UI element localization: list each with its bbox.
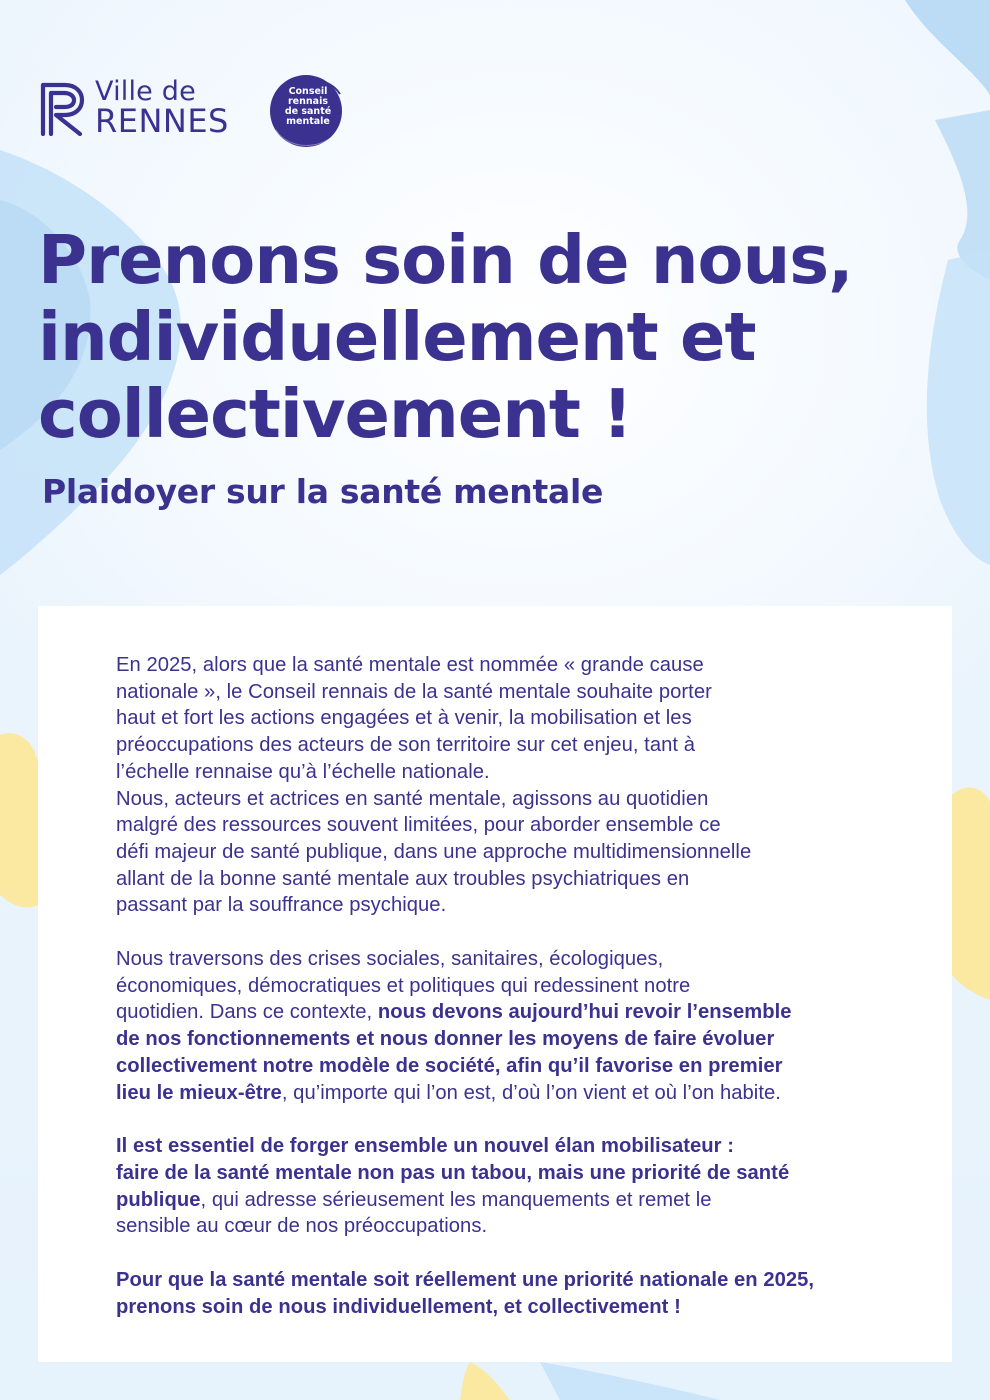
- card-body: [116, 652, 876, 1347]
- text-run: quotidien. Dans ce contexte,: [116, 1001, 378, 1024]
- ville-de-rennes-logo: [40, 76, 240, 140]
- text-line: [116, 1187, 876, 1214]
- text-line: préoccupations des acteurs de son territoire sur cet enjeu, tant à: [116, 734, 695, 757]
- page-title: [38, 222, 968, 453]
- text-line: Nous traversons des crises sociales, sanitaires, écologiques,: [116, 948, 664, 971]
- paragraph-intro: [116, 652, 876, 919]
- title-line: individuellement et: [38, 298, 756, 376]
- page-subtitle: Plaidoyer sur la santé mentale: [42, 472, 604, 511]
- logo-text-rennes: RENNES: [95, 102, 229, 140]
- logo-text-ville-de: Ville de: [95, 76, 196, 107]
- text-line: malgré des ressources souvent limitées, pour aborder ensemble ce: [116, 814, 721, 837]
- badge-line: mentale: [286, 116, 330, 127]
- text-card: [38, 606, 952, 1362]
- badge-label: [278, 87, 338, 127]
- bold-text: nous devons aujourd’hui revoir l’ensemble: [377, 1001, 792, 1024]
- text-line: allant de la bonne santé mentale aux troubles psychiatriques en: [116, 867, 690, 890]
- title-line: Prenons soin de nous,: [38, 221, 853, 299]
- paragraph-crises: [116, 946, 876, 1106]
- bold-text: de nos fonctionnements et nous donner les moyens de faire évoluer: [116, 1028, 775, 1051]
- text-line: [116, 1080, 876, 1107]
- bold-text: collectivement notre modèle de société, afin qu’il favorise en premier: [116, 1054, 783, 1077]
- text-line: [116, 1026, 876, 1053]
- text-line: Nous, acteurs et actrices en santé mentale, agissons au quotidien: [116, 787, 709, 810]
- text-line: défi majeur de santé publique, dans une approche multidimensionnelle: [116, 840, 752, 863]
- text-line: haut et fort les actions engagées et à venir, la mobilisation et les: [116, 707, 692, 730]
- badge-line: Conseil: [288, 86, 328, 97]
- paragraph-mobilisation: [116, 1133, 876, 1240]
- text-line: nationale », le Conseil rennais de la santé mentale souhaite porter: [116, 680, 712, 703]
- text-line: passant par la souffrance psychique.: [116, 894, 447, 917]
- badge-line: rennais: [288, 96, 328, 107]
- text-line: [116, 1133, 876, 1160]
- bold-text-line: Pour que la santé mentale soit réellement une priorité nationale en 2025,: [116, 1269, 815, 1292]
- text-run: , qui adresse sérieusement les manquements et remet le: [200, 1188, 712, 1211]
- text-line: [116, 1053, 876, 1080]
- bold-text: Il est essentiel de forger ensemble un nouvel élan mobilisateur :: [116, 1135, 735, 1158]
- bold-text: publique: [116, 1188, 201, 1211]
- bold-text-line: prenons soin de nous individuellement, et collectivement !: [116, 1295, 681, 1318]
- text-run: , qu’importe qui l’on est, d’où l’on vient et où l’on habite.: [281, 1081, 781, 1104]
- text-line: [116, 999, 876, 1026]
- paragraph-conclusion: [116, 1267, 876, 1320]
- bold-text: lieu le mieux-être: [116, 1081, 282, 1104]
- text-line: l’échelle rennaise qu’à l’échelle nationale.: [116, 760, 490, 783]
- text-line: [116, 1160, 876, 1187]
- title-line: collectivement !: [38, 375, 632, 453]
- text-line: sensible au cœur de nos préoccupations.: [116, 1215, 488, 1238]
- badge-line: de santé: [284, 106, 332, 117]
- conseil-rennais-sante-mentale-badge: [268, 70, 346, 150]
- text-line: économiques, démocratiques et politiques qui redessinent notre: [116, 974, 691, 997]
- bold-text: faire de la santé mentale non pas un tabou, mais une priorité de santé: [116, 1161, 790, 1184]
- rennes-r-logo-icon: [40, 82, 86, 136]
- text-line: En 2025, alors que la santé mentale est nommée « grande cause: [116, 654, 704, 676]
